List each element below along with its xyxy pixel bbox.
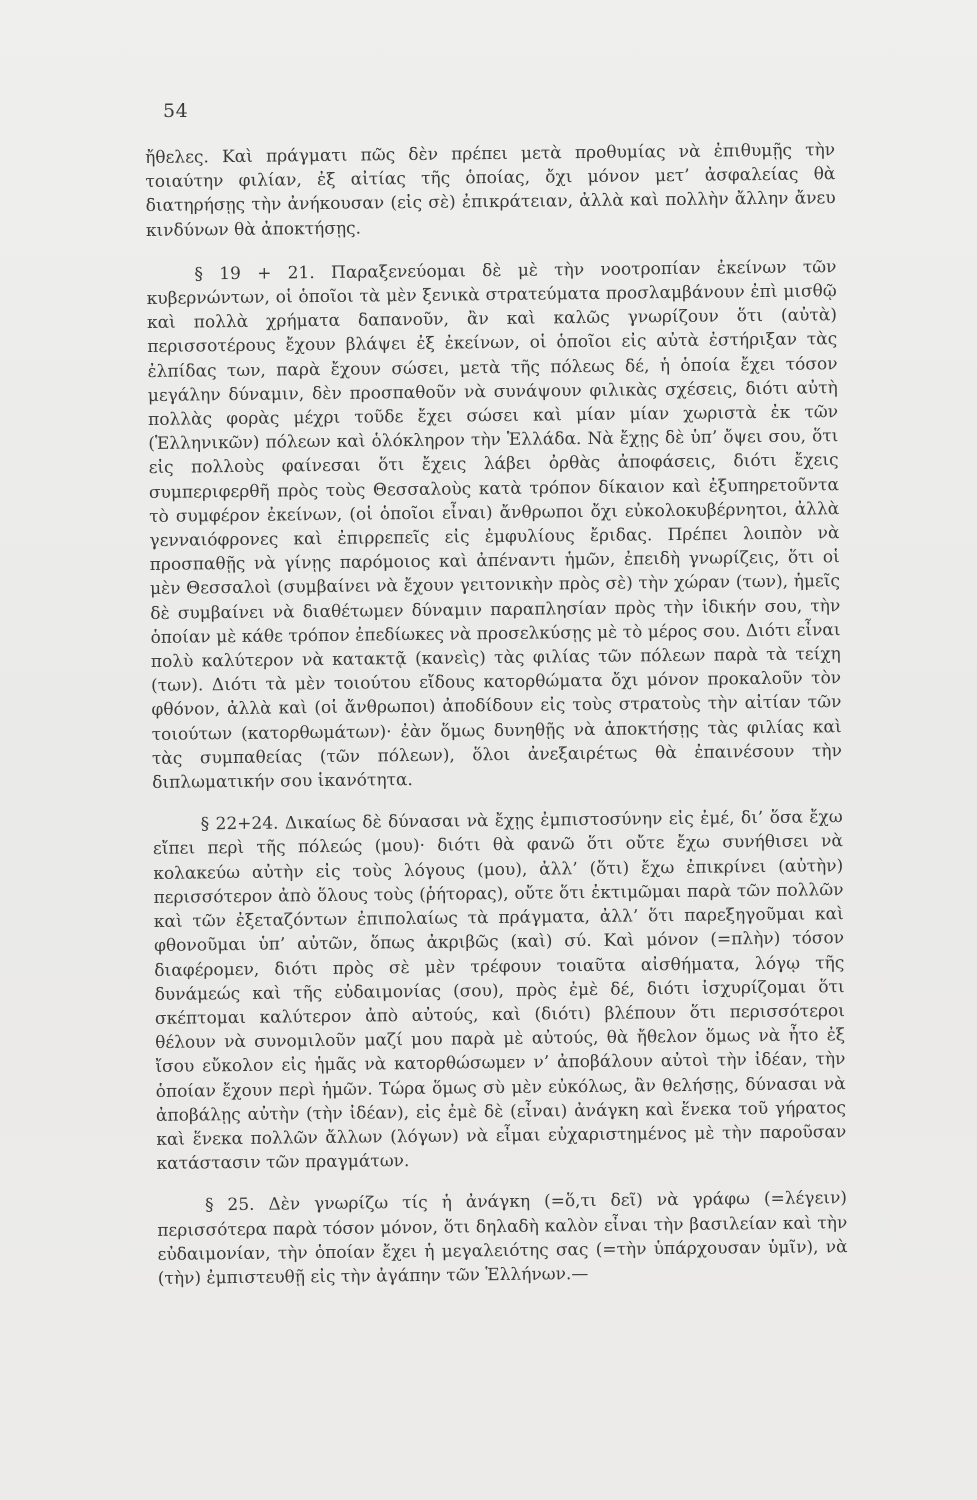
paragraph-section-19-21: § 19 + 21. Παραξενεύομαι δὲ μὲ τὴν νοοτροπίαν ἐκείνων τῶν κυβερνώντων, οἱ ὁποῖοι τὰ μὲν ξενικὰ στρατεύματα προσλαμβάνουν ἐπὶ μισθῷ καὶ πολλὰ χρήματα δαπανοῦν, ἂν καὶ καλῶς γνωρίζουν ὅτι (αὐτὰ) περισσοτέρους ἔχουν βλάψει ἐξ ἐκείνων, οἱ ὁποῖοι εἰς αὐτὰ ἐστήριξαν τὰς ἐλπίδας των, παρὰ ἔχουν σώσει, μετὰ τῆς πόλεως δέ, ἡ ὁποία ἔχει τόσον μεγάλην δύναμιν, δὲν προσπαθοῦν νὰ συνάψουν φιλικὰς σχέσεις, διότι αὐτὴ πολλὰς φορὰς μέχρι τοῦδε ἔχει σώσει καὶ μίαν μίαν χωριστὰ ἐκ τῶν (Ἑλληνικῶν) πόλεων καὶ ὁλόκληρον τὴν Ἑλλάδα. Νὰ ἔχῃς δὲ ὑπ’ ὄψει σου, ὅτι εἰς πολλοὺς φαίνεσαι ὅτι ἔχεις λάβει ὀρθὰς ἀποφάσεις, διότι ἔχεις συμπεριφερθῆ πρὸς τοὺς Θεσσαλοὺς κατὰ τρόπον δίκαιον καὶ ἐξυπηρετοῦντα τὸ συμφέρον ἐκείνων, (οἱ ὁποῖοι εἶναι) ἄνθρωποι ὄχι εὐκολοκυβέρνητοι, ἀλλὰ γενναιόφρονες καὶ ἐπιρρεπεῖς εἰς ἐμφυλίους ἔριδας. Πρέπει λοιπὸν νὰ προσπαθῇς νὰ γίνῃς παρόμοιος καὶ ἀπέναντι ἡμῶν, ἐπειδὴ γνωρίζεις, ὅτι οἱ μὲν Θεσσαλοὶ (συμβαίνει νὰ ἔχουν γειτονικὴν πρὸς σὲ) τὴν χώραν (των), ἡμεῖς δὲ συμβαίνει νὰ διαθέτωμεν δύναμιν παραπλησίαν πρὸς τὴν ἰδικήν σου, τὴν ὁποίαν μὲ κάθε τρόπον ἐπεδίωκες νὰ προσελκύσῃς μὲ τὸ μέρος σου. Διότι εἶναι πολὺ καλύτερον νὰ κατακτᾷ (κανεὶς) τὰς φιλίας τῶν πόλεων παρὰ τὰ τείχη (των). Διότι τὰ μὲν τοιούτου εἴδους κατορθώματα ὄχι μόνον προκαλοῦν τὸν φθόνον, ἀλλὰ καὶ (οἱ ἄνθρωποι) ἀποδίδουν εἰς τοὺς στρατοὺς τὴν αἰτίαν τῶν τοιούτων (κατορθωμάτων)· ἐὰν ὅμως δυνηθῇς νὰ ἀποκτήσῃς τὰς φιλίας καὶ τὰς συμπαθείας (τῶν πόλεων), ὅλοι ἀνεξαιρέτως θὰ ἐπαινέσουν τὴν διπλωματικήν σου ἱκανότητα.: [146, 256, 843, 794]
body-text: [145, 138, 848, 1309]
paragraph-section-22-24: § 22+24. Δικαίως δὲ δύνασαι νὰ ἔχῃς ἐμπιστοσύνην εἰς ἐμέ, δι’ ὅσα ἔχω εἴπει περὶ τῆς πόλεώς (μου)· διότι θὰ φανῶ ὅτι οὔτε ἔχω συνήθισει νὰ κολακεύω αὐτὴν εἰς τοὺς λόγους (μου), ἀλλ’ (ὅτι) ἔχω ἐπικρίνει (αὐτὴν) περισσότερον ἀπὸ ὅλους τοὺς (ῥήτορας), οὔτε ὅτι ἐκτιμῶμαι παρὰ τῶν πολλῶν καὶ τῶν ἐξεταζόντων ἐπιπολαίως τὰ πράγματα, ἀλλ’ ὅτι παρεξηγοῦμαι καὶ φθονοῦμαι ὑπ’ αὐτῶν, ὅπως ἀκριβῶς (καὶ) σύ. Καὶ μόνον (=πλὴν) τόσον διαφέρομεν, διότι πρὸς σὲ μὲν τρέφουν τοιαῦτα αἰσθήματα, λόγῳ τῆς δυνάμεώς καὶ τῆς εὐδαιμονίας (σου), πρὸς ἐμὲ δέ, διότι ἰσχυρίζομαι ὅτι σκέπτομαι καλύτερον ἀπὸ αὐτούς, καὶ (διότι) βλέπουν ὅτι περισσότεροι θέλουν νὰ συνομιλοῦν μαζί μου παρὰ μὲ αὐτούς, θὰ ἤθελον ὅμως νὰ ἦτο ἐξ ἴσου εὔκολον εἰς ἡμᾶς νὰ κατορθώσωμεν ν’ ἀποβάλουν αὐτοὶ τὴν ἰδέαν, τὴν ὁποίαν ἔχουν περὶ ἡμῶν. Τώρα ὅμως σὺ μὲν εὐκόλως, ἂν θελήσῃς, δύνασαι νὰ ἀποβάλῃς αὐτὴν (τὴν ἰδέαν), εἰς ἐμὲ δὲ (εἶναι) ἀνάγκη καὶ ἕνεκα τοῦ γήρατος καὶ ἕνεκα πολλῶν ἄλλων (λόγων) νὰ εἶμαι εὐχαριστημένος μὲ τὴν παροῦσαν κατάστασιν τῶν πραγμάτων.: [152, 807, 847, 1175]
paragraph-section-25: § 25. Δὲν γνωρίζω τίς ἡ ἀνάγκη (=ὅ,τι δεῖ) νὰ γράφω (=λέγειν) περισσότερα παρὰ τόσον μόνον, ὅτι δηλαδὴ καλὸν εἶναι τὴν βασιλείαν καὶ τὴν εὐδαιμονίαν, τὴν ὁποίαν ἔχει ἡ μεγαλειότης σας (=τὴν ὑπάρχουσαν ὑμῖν), νὰ (τὴν) ἐμπιστευθῇ εἰς τὴν ἀγάπην τῶν Ἑλλήνων.—: [157, 1188, 848, 1289]
paragraph-continuation: ἤθελες. Καὶ πράγματι πῶς δὲν πρέπει μετὰ προθυμίας νὰ ἐπιθυμῇς τὴν τοιαύτην φιλίαν, ἐξ αἰτίας τῆς ὁποίας, ὄχι μόνον μετ’ ἀσφαλείας θὰ διατηρήσῃς τὴν ἀνήκουσαν (εἰς σὲ) ἐπικράτειαν, ἀλλὰ καὶ πολλὴν ἄλλην ἄνευ κινδύνων θὰ ἀποκτήσῃς.: [145, 140, 836, 241]
page-number: 54: [163, 100, 189, 122]
